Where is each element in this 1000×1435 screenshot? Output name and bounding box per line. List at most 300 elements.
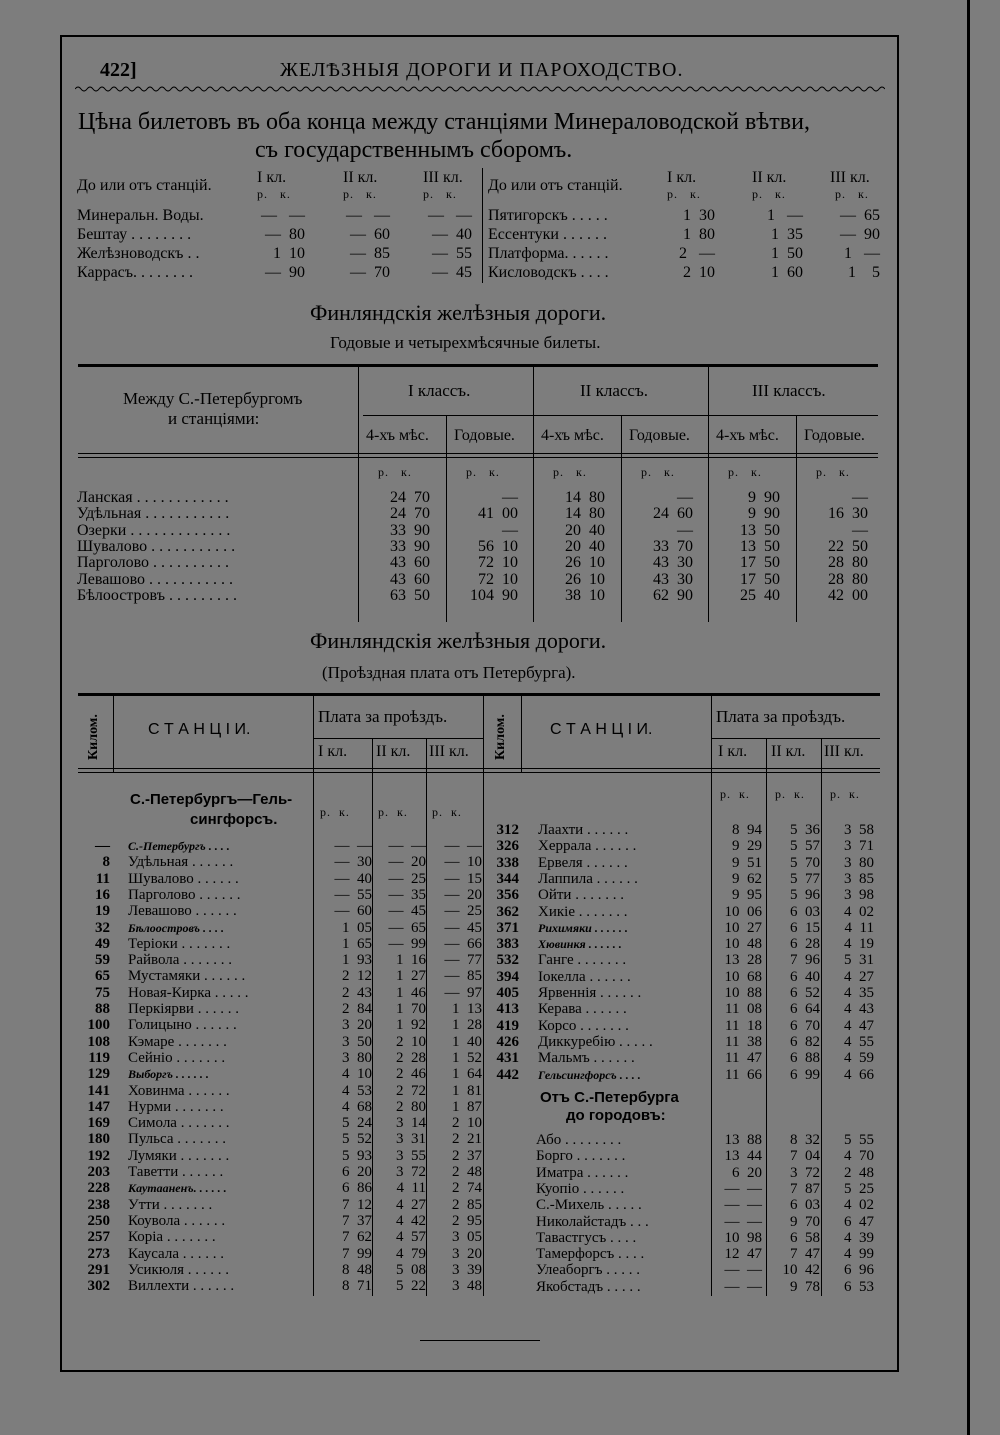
s3-left-c1: 4 68 xyxy=(342,1098,372,1115)
s2-head-rule xyxy=(78,457,878,458)
s2-row-value: 33 70 xyxy=(653,537,693,555)
s3-right-name: Ервеля . . . . . . xyxy=(538,854,628,871)
s3-city-c3: 4 02 xyxy=(844,1197,874,1214)
s3-left-c2: 2 72 xyxy=(396,1082,426,1099)
s3-left-c3: — 77 xyxy=(444,952,482,969)
s2-subhead: Годовые. xyxy=(629,427,690,444)
s3-left-name: Теріоки . . . . . . . xyxy=(128,935,231,952)
s3-right-name: Диккуребію . . . . . xyxy=(538,1033,653,1050)
section3-subtitle: (Проѣздная плата отъ Петербурга). xyxy=(322,663,576,682)
s3-right-c2: 6 99 xyxy=(790,1066,820,1083)
s3-left-group2: сингфорсъ. xyxy=(190,811,278,828)
s3-left-c3: 3 05 xyxy=(452,1229,482,1246)
s3-left-c1: — 60 xyxy=(334,903,372,920)
s3-left-c1: 5 93 xyxy=(342,1147,372,1164)
s3-left-km: 228 xyxy=(87,1180,110,1197)
s3-left-c3: — 10 xyxy=(444,854,482,871)
s3-right-name: Керава . . . . . . xyxy=(538,1001,627,1018)
s3-left-km: 180 xyxy=(87,1131,110,1148)
s3-left-name: Усикюля . . . . . . xyxy=(128,1261,230,1278)
s3-col-fare-left: Плата за проѣздъ. xyxy=(318,707,448,726)
s3-right-name: Рихимяки . . . . . . xyxy=(538,920,628,935)
s1-right-c3: 1 5 xyxy=(848,264,880,281)
s1-col-station-right: До или отъ станцій. xyxy=(488,177,623,194)
s3-right-km: 371 xyxy=(496,919,519,936)
s1-rk: р. к. xyxy=(343,187,377,201)
s3-left-c2: — 45 xyxy=(388,903,426,920)
s2-row-value: — xyxy=(852,489,868,506)
s2-mid-rule xyxy=(363,415,878,416)
s3-left-km: 88 xyxy=(95,1001,110,1017)
s3-classhead: II кл. xyxy=(376,743,411,760)
s1-rk: р. к. xyxy=(423,187,457,201)
s2-row-value: 43 60 xyxy=(390,554,430,572)
s3-right-name: Лаппила . . . . . . xyxy=(538,870,638,887)
s1-left-c2: — 70 xyxy=(350,264,390,281)
s2-row-value: 72 10 xyxy=(478,554,518,572)
s3-left-km: 291 xyxy=(87,1261,110,1278)
s3-left-name: Пульса . . . . . . . xyxy=(128,1131,226,1148)
s3-city-name: Куопіо . . . . . . xyxy=(536,1180,625,1197)
s3-left-c2: 2 28 xyxy=(396,1049,426,1066)
s3-right-km: 394 xyxy=(496,968,519,985)
s3-left-c3: — 20 xyxy=(444,886,482,903)
s3-left-c1: 7 37 xyxy=(342,1212,372,1229)
s3-vline xyxy=(521,696,522,772)
s1-rk: р. к. xyxy=(752,187,786,201)
s3-right-km: 532 xyxy=(496,952,519,969)
s2-class3: III классъ. xyxy=(752,381,826,400)
s3-rk: р. к. xyxy=(775,787,805,801)
s3-left-name: Выборгъ . . . . . . xyxy=(128,1067,209,1082)
s3-left-c3: — 45 xyxy=(444,919,482,936)
s3-city-c2: 7 87 xyxy=(790,1180,820,1197)
s3-right-name: Гельсингфорсъ . . . . xyxy=(538,1067,641,1082)
s3-left-name: С.-Петербургъ . . . . xyxy=(128,839,230,853)
s2-row-name: Озерки . . . . . . . . . . . . . xyxy=(77,521,231,539)
s1-right-c2: 1 60 xyxy=(771,264,803,281)
s3-left-c2: 3 55 xyxy=(396,1147,426,1164)
s3-left-c3: 1 13 xyxy=(452,1001,482,1017)
s3-left-c3: 2 85 xyxy=(452,1196,482,1213)
s2-subhead: Годовые. xyxy=(804,427,865,444)
s3-right-c2: 5 96 xyxy=(790,887,820,904)
s3-left-name: Каусала . . . . . . xyxy=(128,1245,224,1262)
s3-city-name: Борго . . . . . . . xyxy=(536,1148,626,1165)
s1-right-name: Кисловодскъ . . . . xyxy=(488,264,609,281)
s3-city-name: Якобстадъ . . . . . xyxy=(536,1278,641,1295)
s3-left-name: Сейніо . . . . . . . xyxy=(128,1049,226,1066)
s1-left-name: Каррасъ. . . . . . . . xyxy=(77,264,194,281)
s3-right-name: Корсо . . . . . . . xyxy=(538,1017,629,1034)
s3-left-name: Каутааненъ. . . . . . xyxy=(128,1181,227,1196)
s3-left-km: 49 xyxy=(95,935,110,952)
s3-city-c1: 13 44 xyxy=(724,1148,762,1165)
section2-subtitle: Годовые и четырехмѣсячные билеты. xyxy=(330,333,601,352)
s3-right-c1: 11 08 xyxy=(725,1001,762,1018)
s1-right-c2: 1 — xyxy=(767,207,803,224)
s3-vline xyxy=(113,696,114,772)
s2-subhead: 4-хъ мѣс. xyxy=(716,427,779,444)
s3-left-c1: 6 20 xyxy=(342,1164,372,1180)
s1-left-c3: — 55 xyxy=(432,245,472,262)
s3-left-c2: 3 14 xyxy=(396,1115,426,1132)
s2-row-value: 24 70 xyxy=(390,489,430,506)
s3-left-km: 100 xyxy=(87,1017,110,1034)
s2-row-value: — xyxy=(852,521,868,539)
s3-right-name: Ярвеннія . . . . . . xyxy=(538,985,642,1001)
s3-city-name: Або . . . . . . . . xyxy=(536,1132,622,1148)
s3-right-km: 326 xyxy=(496,838,519,855)
s3-left-name: Коріа . . . . . . . xyxy=(128,1229,216,1246)
s2-row-value: 33 90 xyxy=(390,521,430,539)
s3-right-c1: 9 95 xyxy=(732,887,762,904)
s3-left-c1: 8 48 xyxy=(342,1261,372,1278)
s3-left-c1: 1 93 xyxy=(342,952,372,969)
s2-row-value: 43 60 xyxy=(390,570,430,588)
s3-left-c3: 2 48 xyxy=(452,1164,482,1180)
s3-left-c2: 4 57 xyxy=(396,1229,426,1246)
s3-col-stations-right: С Т А Н Ц І И. xyxy=(550,721,653,738)
s3-left-c1: 8 71 xyxy=(342,1278,372,1295)
s3-left-c3: 3 20 xyxy=(452,1245,482,1262)
s3-left-km: 257 xyxy=(87,1229,110,1246)
s3-left-c2: 2 46 xyxy=(396,1066,426,1083)
s2-row-value: 63 50 xyxy=(390,586,430,604)
s3-right-c1: 8 94 xyxy=(732,822,762,838)
s2-row-value: 14 80 xyxy=(565,505,605,523)
s2-row-name: Удѣльная . . . . . . . . . . . xyxy=(77,505,230,523)
s3-city-name: С.-Михель . . . . . xyxy=(536,1197,642,1214)
s3-right-c2: 6 15 xyxy=(790,919,820,936)
s3-left-c3: 1 87 xyxy=(452,1098,482,1115)
s3-right-name: Хикіе . . . . . . . xyxy=(538,903,628,920)
s3-left-km: 302 xyxy=(87,1278,110,1295)
s3-left-c1: — — xyxy=(334,838,372,854)
s3-left-c3: — 97 xyxy=(444,984,482,1001)
s2-row-value: 28 80 xyxy=(828,554,868,572)
s1-col-station-left: До или отъ станцій. xyxy=(77,177,212,194)
s1-left-class3: III кл. xyxy=(423,169,463,186)
s3-city-c3: 2 48 xyxy=(844,1164,874,1181)
s1-left-class2: II кл. xyxy=(343,169,378,186)
s3-left-c3: — 25 xyxy=(444,903,482,920)
s3-left-c1: 3 80 xyxy=(342,1049,372,1066)
s2-row-value: 16 30 xyxy=(828,505,868,523)
s3-left-km: 11 xyxy=(95,870,110,887)
s3-right-c2: 6 52 xyxy=(790,985,820,1001)
s3-right-c1: 10 06 xyxy=(724,903,762,920)
s3-city-c2: 6 03 xyxy=(790,1197,820,1214)
s3-right-c3: 4 02 xyxy=(844,903,874,920)
s3-right-c3: 4 35 xyxy=(844,985,874,1001)
s3-right-name: Ойти . . . . . . . xyxy=(538,887,624,904)
s3-city-c3: 5 55 xyxy=(844,1132,874,1148)
s3-left-name: Утти . . . . . . . xyxy=(128,1196,213,1213)
s2-row-value: 38 10 xyxy=(565,586,605,604)
s3-right-c1: 10 48 xyxy=(724,936,762,953)
s3-right-c1: 10 88 xyxy=(724,985,762,1001)
s3-left-c2: 1 27 xyxy=(396,968,426,985)
s3-right-km: 413 xyxy=(496,1001,519,1018)
s2-row-value: 13 50 xyxy=(740,537,780,555)
s3-city-c3: 4 70 xyxy=(844,1148,874,1165)
s3-city-c3: 6 96 xyxy=(844,1262,874,1279)
s3-right-c2: 5 57 xyxy=(790,838,820,855)
s1-left-c1: 1 10 xyxy=(273,245,305,262)
s3-col-fare-right: Плата за проѣздъ. xyxy=(716,707,846,726)
s3-right-c3: 3 58 xyxy=(844,822,874,838)
s1-right-class1: I кл. xyxy=(667,169,697,186)
s3-left-km: 75 xyxy=(95,984,110,1001)
s3-left-name: Голицыно . . . . . . xyxy=(128,1017,237,1034)
s3-left-c2: — 25 xyxy=(388,870,426,887)
s2-subhead: 4-хъ мѣс. xyxy=(541,427,604,444)
s3-city-c2: 6 58 xyxy=(790,1229,820,1246)
s3-left-c1: 5 24 xyxy=(342,1115,372,1132)
s3-left-c1: 3 50 xyxy=(342,1033,372,1050)
s3-right-c2: 5 36 xyxy=(790,822,820,838)
s3-left-c3: 2 74 xyxy=(452,1180,482,1197)
s3-left-c1: 7 99 xyxy=(342,1245,372,1262)
s3-left-name: Парголово . . . . . . xyxy=(128,886,241,903)
s3-rk: р. к. xyxy=(378,805,408,819)
s3-right-c3: 4 43 xyxy=(844,1001,874,1018)
s1-divider xyxy=(482,168,483,283)
s2-row-name: Парголово . . . . . . . . . . xyxy=(77,554,230,572)
s1-right-c2: 1 50 xyxy=(771,245,803,262)
wavy-rule xyxy=(75,85,885,93)
s3-col-km-left: Килом. xyxy=(86,714,101,760)
s3-left-group: С.-Петербургъ—Гель- xyxy=(130,791,293,808)
s1-left-c1: — — xyxy=(261,207,305,224)
s3-right-c2: 6 64 xyxy=(790,1001,820,1018)
s3-head-rule xyxy=(78,772,880,773)
s3-left-c3: — 66 xyxy=(444,935,482,952)
s3-sub-rule xyxy=(313,738,483,739)
s3-right-c1: 11 66 xyxy=(725,1066,762,1083)
s3-right-name: Лаахти . . . . . . xyxy=(538,822,629,838)
s3-right-c2: 6 82 xyxy=(790,1033,820,1050)
s2-row-value: 42 00 xyxy=(828,586,868,604)
s3-vline xyxy=(483,696,484,1296)
s2-rk: р. к. xyxy=(816,465,850,479)
s3-col-stations-left: С Т А Н Ц І И. xyxy=(148,721,251,738)
s3-right-c3: 4 59 xyxy=(844,1050,874,1067)
s3-head-rule xyxy=(78,768,880,769)
s3-left-name: Бѣлоостровъ . . . . xyxy=(128,920,224,935)
s3-left-c3: 1 52 xyxy=(452,1049,482,1066)
s3-city-c1: — — xyxy=(724,1262,762,1279)
s3-city-c3: 5 25 xyxy=(844,1180,874,1197)
s3-left-c1: 4 53 xyxy=(342,1082,372,1099)
s3-left-c2: 2 10 xyxy=(396,1033,426,1050)
s3-right-c3: 3 80 xyxy=(844,854,874,871)
s3-left-c3: — 15 xyxy=(444,870,482,887)
s3-left-c2: 5 08 xyxy=(396,1261,426,1278)
s3-city-c1: 12 47 xyxy=(724,1246,762,1263)
s3-left-km: 59 xyxy=(95,952,110,969)
s2-rk: р. к. xyxy=(728,465,762,479)
s1-right-c1: 1 80 xyxy=(683,226,715,243)
s2-row-value: 72 10 xyxy=(478,570,518,588)
s3-left-c3: — 85 xyxy=(444,968,482,985)
s2-row-value: 24 70 xyxy=(390,505,430,523)
s3-city-c1: 10 98 xyxy=(724,1229,762,1246)
s3-left-km: 273 xyxy=(87,1245,110,1262)
s3-right-c3: 4 55 xyxy=(844,1033,874,1050)
s1-right-c3: 1 — xyxy=(844,245,880,262)
s3-rk: р. к. xyxy=(830,787,860,801)
s3-right-c1: 9 51 xyxy=(732,854,762,871)
s1-left-c2: — 85 xyxy=(350,245,390,262)
s3-city-c2: 7 04 xyxy=(790,1148,820,1165)
s3-left-name: Кэмаре . . . . . . . xyxy=(128,1033,227,1050)
s3-right-c1: 11 18 xyxy=(725,1017,762,1034)
s3-left-km: — xyxy=(95,838,110,854)
s3-left-c3: 1 64 xyxy=(452,1066,482,1083)
s3-city-c1: — — xyxy=(724,1180,762,1197)
s3-city-c3: 6 53 xyxy=(844,1278,874,1295)
s3-right-c2: 6 03 xyxy=(790,903,820,920)
s3-left-name: Лумяки . . . . . . . xyxy=(128,1147,230,1164)
s1-right-name: Платформа. . . . . . xyxy=(488,245,609,262)
s3-classhead: III кл. xyxy=(824,743,864,760)
s2-row-value: 33 90 xyxy=(390,537,430,555)
s3-right-km: 312 xyxy=(496,822,519,838)
s2-row-value: 25 40 xyxy=(740,586,780,604)
s1-right-c1: 1 30 xyxy=(683,207,715,224)
s1-left-name: Желѣзноводскъ . . xyxy=(77,245,200,262)
s3-left-c3: 2 10 xyxy=(452,1115,482,1132)
s1-right-c3: — 90 xyxy=(840,226,880,243)
s3-right-name: Мальмъ . . . . . . xyxy=(538,1050,635,1067)
s3-sub-rule xyxy=(711,738,880,739)
s3-city-name: Улеаборгъ . . . . . xyxy=(536,1262,640,1279)
s2-row-value: 56 10 xyxy=(478,537,518,555)
end-rule xyxy=(420,1340,540,1341)
s3-right-km: 442 xyxy=(496,1066,519,1083)
s3-left-km: 16 xyxy=(95,886,110,903)
s3-city-c3: 4 99 xyxy=(844,1246,874,1263)
s3-right-km: 344 xyxy=(496,870,519,887)
s3-left-name: Левашово . . . . . . xyxy=(128,903,237,920)
s3-right-name: Ганге . . . . . . . xyxy=(538,952,627,969)
s1-right-c1: 2 — xyxy=(679,245,715,262)
s2-row-value: 20 40 xyxy=(565,521,605,539)
s3-left-c3: 1 81 xyxy=(452,1082,482,1099)
s3-cities-head1: Отъ С.-Петербурга xyxy=(540,1089,679,1106)
s1-left-name: Бештау . . . . . . . . xyxy=(77,226,192,243)
s3-right-km: 383 xyxy=(496,936,519,953)
s2-rk: р. к. xyxy=(553,465,587,479)
s2-row-value: 13 50 xyxy=(740,521,780,539)
s3-left-km: 169 xyxy=(87,1115,110,1132)
s3-city-name: Тамерфорсъ . . . . xyxy=(536,1246,645,1263)
s2-row-name: Левашово . . . . . . . . . . . xyxy=(77,570,234,588)
s3-city-c2: 10 42 xyxy=(782,1262,820,1279)
s1-right-name: Ессентуки . . . . . . xyxy=(488,226,607,243)
s1-rk: р. к. xyxy=(667,187,701,201)
s3-left-c1: — 40 xyxy=(334,870,372,887)
s3-right-c1: 10 68 xyxy=(724,968,762,985)
s3-right-c3: 3 85 xyxy=(844,870,874,887)
s2-class1: I классъ. xyxy=(408,381,471,400)
s3-city-c2: 9 78 xyxy=(790,1278,820,1295)
s2-row-value: 43 30 xyxy=(653,554,693,572)
s1-right-class3: III кл. xyxy=(830,169,870,186)
section2-title: Финляндскія желѣзныя дороги. xyxy=(310,300,607,325)
s2-row-value: 22 50 xyxy=(828,537,868,555)
s3-city-c1: 6 20 xyxy=(732,1164,762,1181)
s2-row-value: 17 50 xyxy=(740,554,780,572)
s3-right-c3: 4 11 xyxy=(844,919,874,936)
s3-left-c1: 1 65 xyxy=(342,935,372,952)
s3-right-c2: 7 96 xyxy=(790,952,820,969)
s2-subhead: Годовые. xyxy=(454,427,515,444)
s3-left-km: 119 xyxy=(88,1049,110,1066)
s3-right-c3: 3 71 xyxy=(844,838,874,855)
s3-left-c2: 3 72 xyxy=(396,1164,426,1180)
s3-left-name: Новая-Кирка . . . . . xyxy=(128,984,249,1001)
s3-right-c3: 3 98 xyxy=(844,887,874,904)
s3-city-c2: 8 32 xyxy=(790,1132,820,1148)
s3-left-km: 65 xyxy=(95,968,110,985)
s3-right-c2: 6 88 xyxy=(790,1050,820,1067)
s1-left-c1: — 90 xyxy=(265,264,305,281)
s3-city-c3: 4 39 xyxy=(844,1229,874,1246)
s3-left-name: Шувалово . . . . . . xyxy=(128,870,239,887)
s3-right-name: Хювинкя . . . . . . xyxy=(538,937,622,952)
s2-row-name: Шувалово . . . . . . . . . . . xyxy=(77,537,236,555)
s3-left-c1: 2 84 xyxy=(342,1001,372,1017)
s1-right-class2: II кл. xyxy=(752,169,787,186)
s3-top-rule xyxy=(78,693,880,696)
s3-city-c1: — — xyxy=(724,1197,762,1214)
s3-city-c3: 6 47 xyxy=(844,1213,874,1230)
s3-left-c1: 2 12 xyxy=(342,968,372,985)
s3-classhead: I кл. xyxy=(718,743,748,760)
s3-left-c1: 6 86 xyxy=(342,1180,372,1197)
s2-row-value: 26 10 xyxy=(565,570,605,588)
s2-row-value: 20 40 xyxy=(565,537,605,555)
s3-left-name: Удѣльная . . . . . . xyxy=(128,854,234,871)
s3-left-c2: 4 27 xyxy=(396,1196,426,1213)
s1-left-c3: — 45 xyxy=(432,264,472,281)
s3-right-c1: 11 47 xyxy=(725,1050,762,1067)
s3-left-c2: — 65 xyxy=(388,919,426,936)
s3-right-km: 431 xyxy=(496,1050,519,1067)
s1-right-c2: 1 35 xyxy=(771,226,803,243)
s3-left-c2: — 99 xyxy=(388,935,426,952)
s2-row-value: 26 10 xyxy=(565,554,605,572)
s1-right-name: Пятигорскъ . . . . . xyxy=(488,207,608,224)
s3-left-name: Виллехти . . . . . . xyxy=(128,1278,235,1295)
s3-left-c1: — 30 xyxy=(334,854,372,871)
s3-left-c2: — 20 xyxy=(388,854,426,871)
s3-left-c3: 2 21 xyxy=(452,1131,482,1148)
s3-left-name: Мустамяки . . . . . . xyxy=(128,968,246,985)
s1-left-c1: — 80 xyxy=(265,226,305,243)
s3-city-c1: 13 88 xyxy=(724,1132,762,1148)
s3-left-c2: 5 22 xyxy=(396,1278,426,1295)
page-title: ЖЕЛѢЗНЫЯ ДОРОГИ И ПАРОХОДСТВО. xyxy=(280,59,684,81)
s3-city-name: Николайстадъ . . . xyxy=(536,1213,649,1230)
s3-rk: р. к. xyxy=(432,805,462,819)
s1-right-c3: — 65 xyxy=(840,207,880,224)
s3-left-km: 238 xyxy=(87,1196,110,1213)
s2-row-value: 43 30 xyxy=(653,570,693,588)
